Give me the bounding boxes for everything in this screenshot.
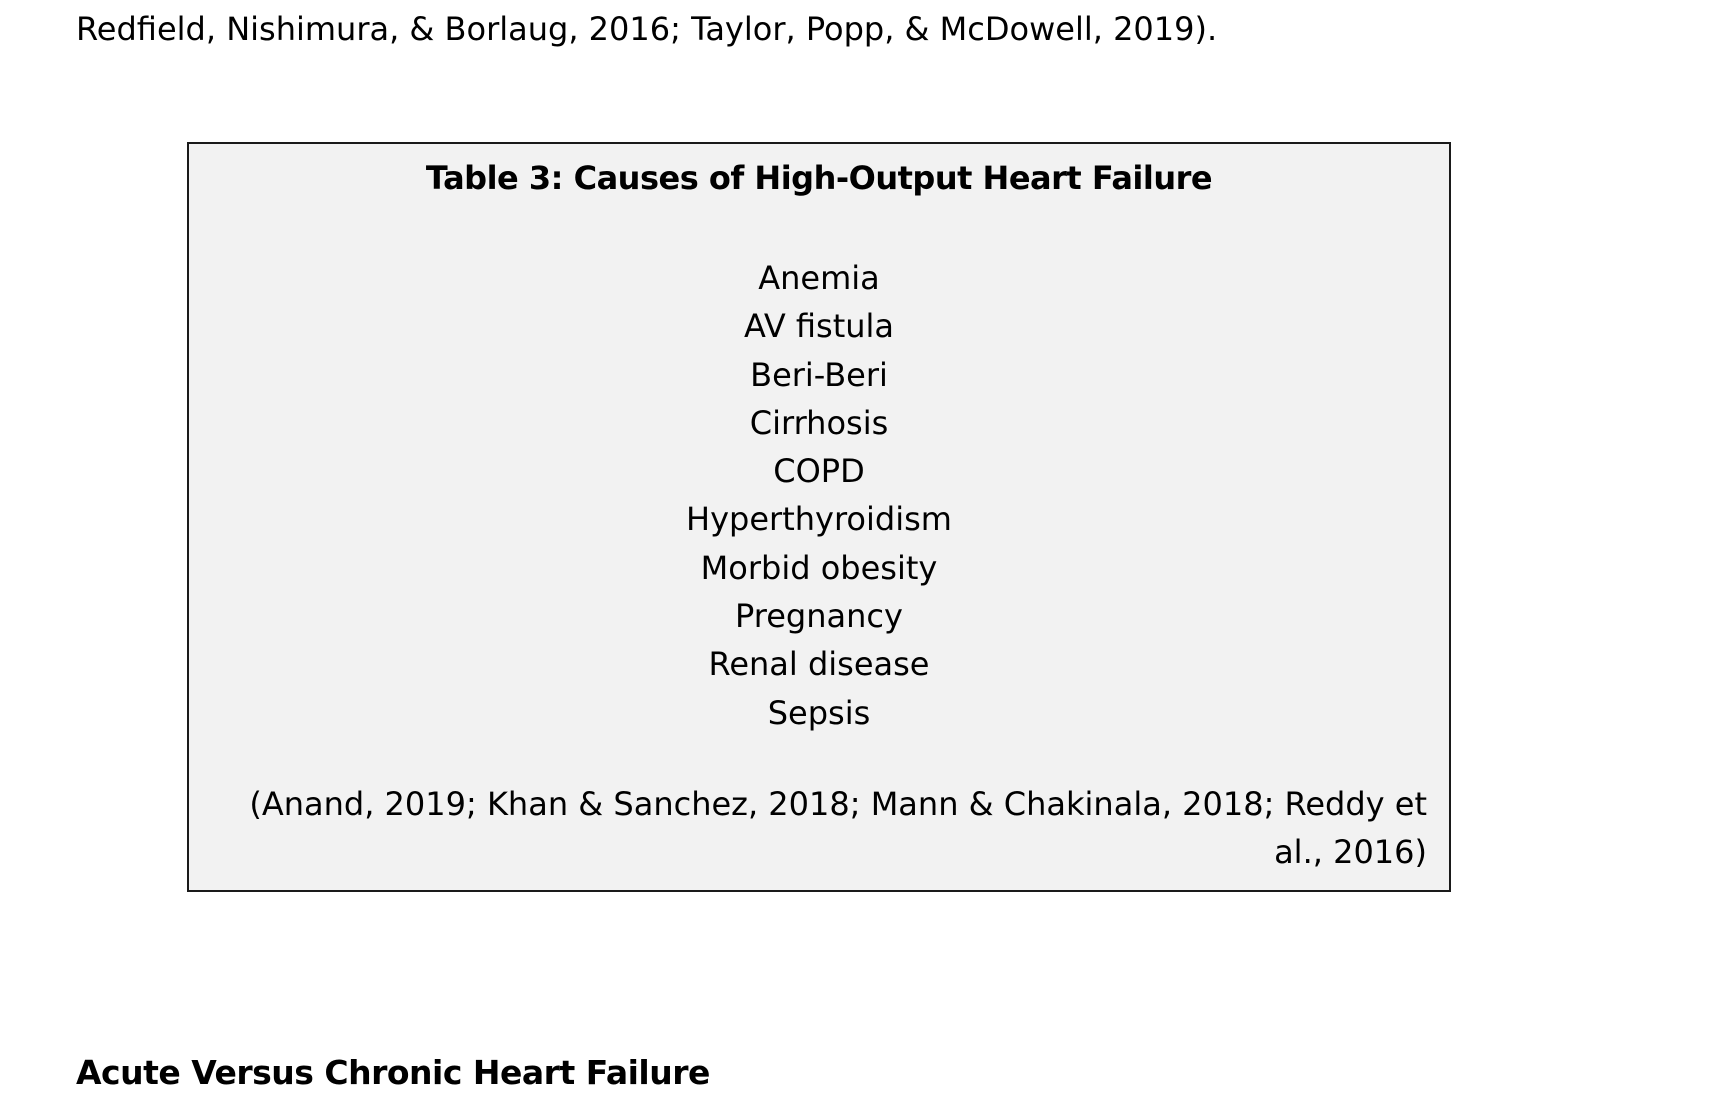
causes-table (187, 142, 1451, 892)
causes-list (189, 254, 1449, 737)
section-heading: Acute Versus Chronic Heart Failure (76, 1053, 710, 1092)
list-item: Anemia (758, 259, 880, 297)
list-item: Renal disease (708, 645, 930, 684)
table-citation: (Anand, 2019; Khan & Sanchez, 2018; Mann & Chakinala, 2018; Reddy et al., 2016) (249, 785, 1427, 871)
table-title: Table 3: Causes of High-Output Heart Failure (425, 159, 1213, 197)
list-item: Hyperthyroidism (686, 500, 952, 539)
list-item: AV fistula (743, 307, 895, 346)
list-item: Pregnancy (735, 597, 903, 636)
list-item: COPD (773, 452, 865, 491)
list-item: Morbid obesity (700, 548, 938, 587)
paragraph-citation-line: Redfield, Nishimura, & Borlaug, 2016; Taylor, Popp, & McDowell, 2019). (76, 10, 1218, 48)
list-item: Cirrhosis (749, 403, 889, 442)
list-item: Beri-Beri (750, 355, 888, 394)
list-item: Sepsis (767, 693, 871, 732)
